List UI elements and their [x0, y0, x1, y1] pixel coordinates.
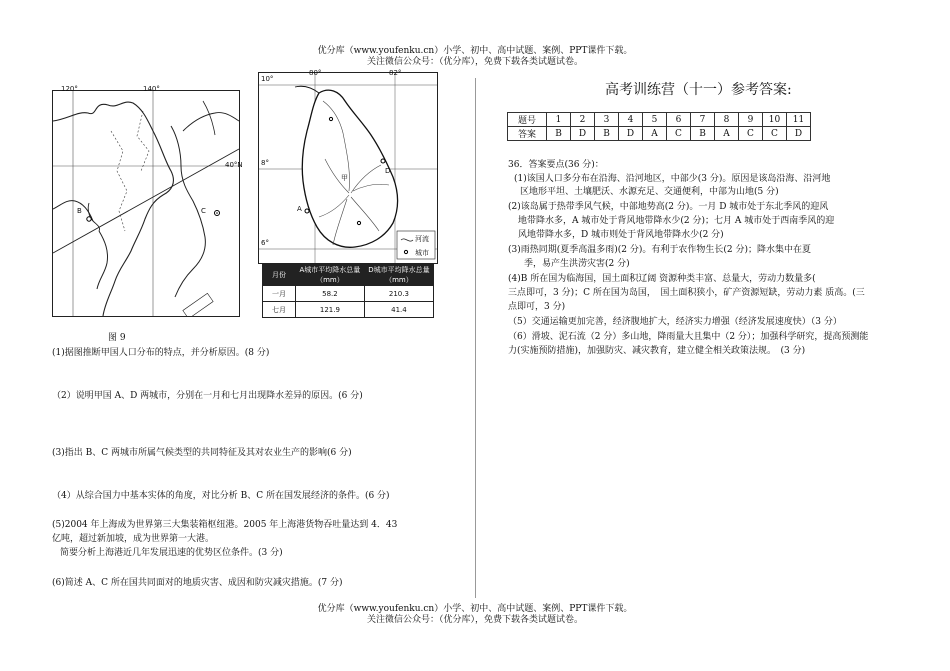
table-cell: 9: [739, 113, 763, 127]
table-cell: 3: [595, 113, 619, 127]
left-map-lon1: 120°: [61, 85, 78, 93]
question-4: （4）从综合国力中基本实体的角度，对比分析 B、C 所在国发展经济的条件。(6 分): [52, 491, 390, 501]
table-row: [508, 127, 811, 141]
table-cell: 11: [787, 113, 811, 127]
table-cell: A: [643, 127, 667, 141]
table-cell: D: [571, 127, 595, 141]
left-map-lon2: 140°: [143, 85, 160, 93]
answer-line: 36．答案要点(36 分)：: [508, 160, 604, 170]
table-cell: 121.9: [296, 302, 365, 318]
east-asia-map: [52, 85, 243, 317]
answer-line: （5）交通运输更加完善，经济腹地扩大，经济实力增强（经济发展速度快）（3 分）: [508, 317, 842, 327]
table-cell: D: [787, 127, 811, 141]
footer-line-2: 关注微信公众号：（优分库），免费下载各类试题试卷。: [366, 615, 583, 625]
table-head-a: A城市平均降水总量（mm）: [296, 265, 365, 286]
page-footer: [0, 604, 950, 626]
table-head-month: 月份: [263, 265, 296, 286]
answer-line: 力(实施预防措施)，加强防灾、减灾教育，建立健全相关政策法规。 (3 分): [508, 346, 806, 356]
sri-lanka-map: [258, 69, 438, 264]
table-row: [508, 113, 811, 127]
row-label-answer: 答案: [508, 127, 547, 141]
precipitation-table: [262, 264, 434, 318]
east-asia-map-drawing: [53, 91, 239, 316]
header-line-1: 优分库（www.youfenku.cn）小学、初中、高中试题、案例、PPT课件下载。: [317, 46, 633, 56]
legend-city: 城市: [415, 249, 429, 257]
table-cell: 4: [619, 113, 643, 127]
table-cell: 8: [715, 113, 739, 127]
table-cell: B: [595, 127, 619, 141]
answer-line: (2)该岛属于热带季风气候，中部地势高(2 分)。一月 D 城市处于东北季风的迎风: [508, 202, 829, 212]
table-cell: 10: [763, 113, 787, 127]
table-cell: 5: [643, 113, 667, 127]
answer-line: 点即可，3 分): [508, 302, 566, 312]
right-map-label-d: D: [385, 167, 391, 175]
question-3: (3)指出 B、C 两城市所属气候类型的共同特征及其对农业生产的影响(6 分): [52, 448, 352, 458]
left-map-point-c: C: [201, 207, 206, 215]
header-line-2: 关注微信公众号：（优分库），免费下载各类试题试卷。: [366, 57, 583, 67]
answer-line: (4)B 所在国为临海国，国土面积辽阔 资源种类丰富、总量大，劳动力数量多(: [508, 274, 816, 284]
table-cell: 58.2: [296, 286, 365, 302]
answer-key-table: [507, 112, 811, 141]
question-6: (6)简述 A、C 所在国共同面对的地质灾害、成因和防灾减灾措施。(7 分): [52, 578, 343, 588]
table-cell: 7: [691, 113, 715, 127]
left-map-lat: 40°N: [225, 161, 243, 169]
question-5-line-3: 简要分析上海港近几年发展迅速的优势区位条件。(3 分): [60, 548, 283, 558]
table-cell: 210.3: [364, 286, 433, 302]
answer-line: 三点即可，3 分)；C 所在国为岛国， 国土面积狭小，矿产资源短缺，劳动力素 质高。(三: [508, 288, 865, 298]
table-cell: A: [715, 127, 739, 141]
figure-label: 图 9: [108, 333, 126, 343]
answer-line: 区地形平坦、土壤肥沃、水源充足、交通便利，中部为山地(5 分): [520, 187, 779, 197]
question-5-line-1: (5)2004 年上海成为世界第三大集装箱枢纽港。2005 年上海港货物吞吐量达到 4．43: [52, 520, 398, 530]
answers-title: 高考训练营（十一）参考答案:: [605, 82, 792, 98]
answer-line: (1)该国人口多分布在沿海、沿河地区，中部少(3 分)。原因是该岛沿海、沿河地: [514, 174, 831, 184]
table-cell: 七月: [263, 302, 296, 318]
question-1: (1)据图推断甲国人口分布的特点，并分析原因。(8 分): [52, 348, 270, 358]
answer-line: 地带降水多，A 城市处于背风地带降水少(2 分)；七月 A 城市处于西南季风的迎: [518, 216, 835, 226]
answer-line: （6）滑坡、泥石流（2 分）多山地，降雨量大且集中（2 分）；加强科学研究，提高预测能: [508, 332, 869, 342]
answer-line: 风地带降水多，D 城市则处于背风地带降水少(2 分): [518, 230, 724, 240]
column-divider: [475, 78, 476, 598]
table-cell: 6: [667, 113, 691, 127]
sri-lanka-map-drawing: [259, 73, 437, 263]
right-map-label-jia: 甲: [341, 174, 348, 182]
table-cell: C: [667, 127, 691, 141]
table-row: [263, 302, 434, 318]
right-map-label-a: A: [297, 205, 302, 213]
table-cell: B: [691, 127, 715, 141]
right-map-lat3: 6°: [261, 239, 269, 247]
right-map-lat2: 8°: [261, 159, 269, 167]
table-cell: C: [739, 127, 763, 141]
table-cell: 1: [547, 113, 571, 127]
answer-line: (3)雨热同期(夏季高温多雨)(2 分)。有利于农作物生长(2 分)；降水集中在夏: [508, 245, 811, 255]
table-cell: 一月: [263, 286, 296, 302]
right-map-lon1: 80°: [309, 69, 322, 77]
legend-river: 河流: [415, 235, 429, 243]
right-map-lat1: 10°: [261, 75, 274, 83]
page-header: [0, 46, 950, 68]
answer-line: 季，易产生洪涝灾害(2 分): [524, 259, 630, 269]
question-2: （2）说明甲国 A、D 两城市，分别在一月和七月出现降水差异的原因。(6 分): [52, 391, 363, 401]
table-cell: 2: [571, 113, 595, 127]
table-cell: B: [547, 127, 571, 141]
table-cell: D: [619, 127, 643, 141]
footer-line-1: 优分库（www.youfenku.cn）小学、初中、高中试题、案例、PPT课件下载。: [317, 604, 633, 614]
table-cell: C: [763, 127, 787, 141]
table-cell: 41.4: [364, 302, 433, 318]
question-5-line-2: 亿吨，超过新加坡，成为世界第一大港。: [52, 534, 215, 544]
left-map-point-b: B: [77, 207, 82, 215]
table-row: [263, 286, 434, 302]
right-map-lon2: 82°: [389, 69, 402, 77]
table-head-d: D城市平均降水总量（mm）: [364, 265, 433, 286]
row-label-number: 题号: [508, 113, 547, 127]
